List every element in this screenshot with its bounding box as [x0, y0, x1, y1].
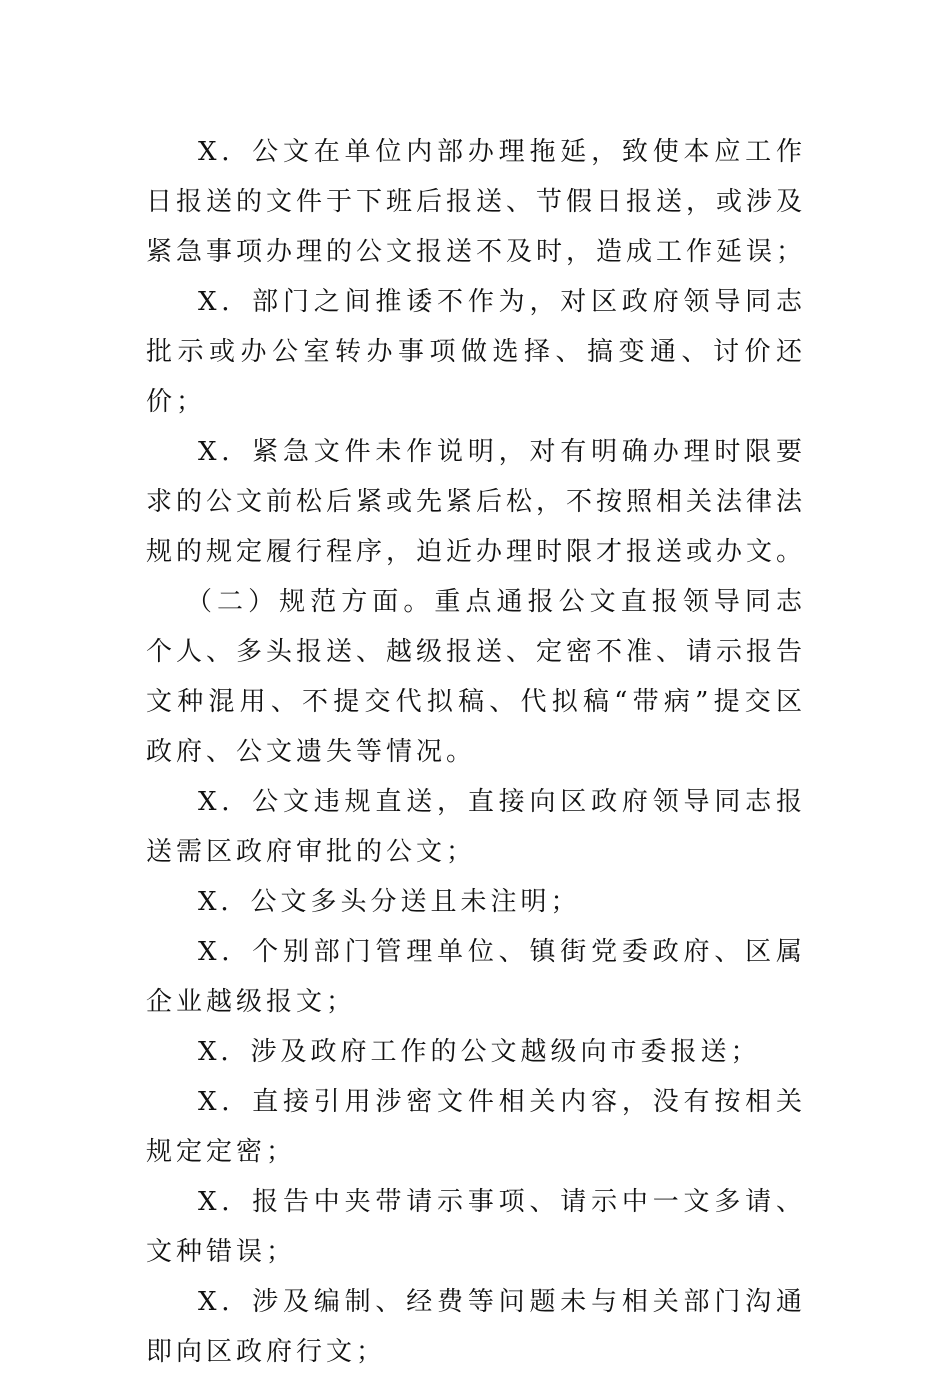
paragraph-skip-level-city: X．涉及政府工作的公文越级向市委报送；: [198, 1037, 761, 1067]
document-body: [146, 127, 806, 1377]
paragraph-funding-issues: X．涉及编制、经费等问题未与相关部门沟通即向区政府行文；: [146, 1287, 806, 1367]
paragraph-work-delay: X．公文在单位内部办理拖延，致使本应工作日报送的文件于下班后报送、节假日报送，或涉及紧急事项办理的公文报送不及时，造成工作延误；: [146, 137, 807, 267]
paragraph-section-norms: （二）规范方面。重点通报公文直报领导同志个人、多头报送、越级报送、定密不准、请示报告文种混用、不提交代拟稿、代拟稿“带病”提交区政府、公文遗失等情况。: [146, 587, 807, 767]
paragraph-classification: X．直接引用涉密文件相关内容，没有按相关规定定密；: [146, 1087, 806, 1167]
paragraph-urgent-files: X．紧急文件未作说明，对有明确办理时限要求的公文前松后紧或先紧后松，不按照相关法律法规的规定履行程序，迫近办理时限才报送或办文。: [146, 437, 807, 567]
paragraph-document-type-error: X．报告中夹带请示事项、请示中一文多请、文种错误；: [146, 1187, 806, 1267]
paragraph-multiple-submission: X．公文多头分送且未注明；: [198, 887, 581, 917]
paragraph-direct-submission: X．公文违规直送，直接向区政府领导同志报送需区政府审批的公文；: [146, 787, 806, 867]
paragraph-skip-level-units: X．个别部门管理单位、镇街党委政府、区属企业越级报文；: [146, 937, 806, 1017]
paragraph-department-shirking: X．部门之间推诿不作为，对区政府领导同志批示或办公室转办事项做选择、搞变通、讨价还价；: [146, 287, 806, 417]
